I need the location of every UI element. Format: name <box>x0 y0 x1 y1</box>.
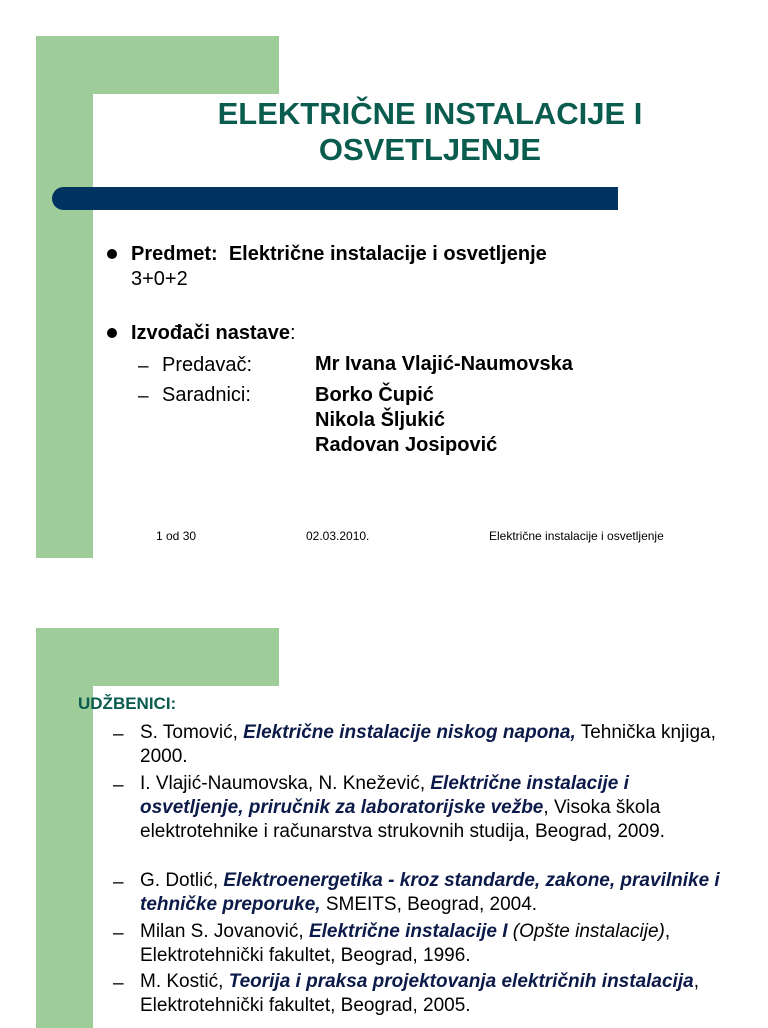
reference-item: Milan S. Jovanović, Električne instalacije I (Opšte instalacije), Elektrotehnički fakultet, Beograd, 1996. <box>140 921 671 966</box>
predavac-name: Mr Ivana Vlajić-Naumovska <box>315 353 573 375</box>
dash-icon: – <box>138 386 149 407</box>
green-decor-horizontal <box>36 628 279 686</box>
dash-icon: – <box>113 775 124 796</box>
navy-divider-bar <box>52 187 618 210</box>
reference-item: S. Tomović, Električne instalacije niskog napona, Tehnička knjiga, 2000. <box>140 722 716 767</box>
reference-item: I. Vlajić-Naumovska, N. Knežević, Električne instalacije i osvetljenje, priručnik za laboratorijske vežbe, Visoka škola elektrotehnike i računarstva strukovnih studija, Beograd, 2009. <box>140 773 665 842</box>
saradnik-3: Radovan Josipović <box>315 434 498 456</box>
dash-icon: – <box>113 923 124 944</box>
footer-page: 1 od 30 <box>156 529 197 543</box>
dash-icon: – <box>138 356 149 377</box>
dash-icon: – <box>113 724 124 745</box>
predavac-label: Predavač: <box>162 354 253 376</box>
green-decor-horizontal <box>36 36 279 94</box>
footer-course: Električne instalacije i osvetljenje <box>489 529 664 543</box>
bullet-izvodjaci: Izvođači nastave: <box>131 322 296 344</box>
slide-2 <box>0 600 768 1024</box>
slide-title <box>150 96 710 168</box>
bullet-predmet: Predmet: Električne instalacije i osvetljenje <box>131 243 547 265</box>
bullet-dot <box>107 249 117 259</box>
saradnici-label: Saradnici: <box>162 384 251 406</box>
section-heading: UDŽBENICI: <box>78 694 177 713</box>
dash-icon: – <box>113 872 124 893</box>
dash-icon: – <box>113 973 124 994</box>
green-decor-vertical <box>36 36 93 558</box>
green-decor-vertical <box>36 628 93 1028</box>
saradnik-2: Nikola Šljukić <box>315 409 446 431</box>
bullet-dot <box>107 328 117 338</box>
predmet-label: Predmet <box>131 243 212 265</box>
predmet-hours: 3+0+2 <box>131 268 188 290</box>
title-line-2: OSVETLJENJE <box>318 132 542 167</box>
saradnik-1: Borko Čupić <box>315 384 434 406</box>
predmet-value: Električne instalacije i osvetljenje <box>228 243 547 265</box>
footer-date: 02.03.2010. <box>306 529 370 543</box>
reference-item: M. Kostić, Teorija i praksa projektovanja električnih instalacija, Elektrotehnički fakultet, Beograd, 2005. <box>140 971 699 1016</box>
title-line-1: ELEKTRIČNE INSTALACIJE I <box>217 96 643 131</box>
reference-item: G. Dotlić, Elektroenergetika - kroz standarde, zakone, pravilnike i tehničke preporuke, SMEITS, Beograd, 2004. <box>140 870 720 915</box>
izvodjaci-label: Izvođači nastave <box>131 322 290 344</box>
